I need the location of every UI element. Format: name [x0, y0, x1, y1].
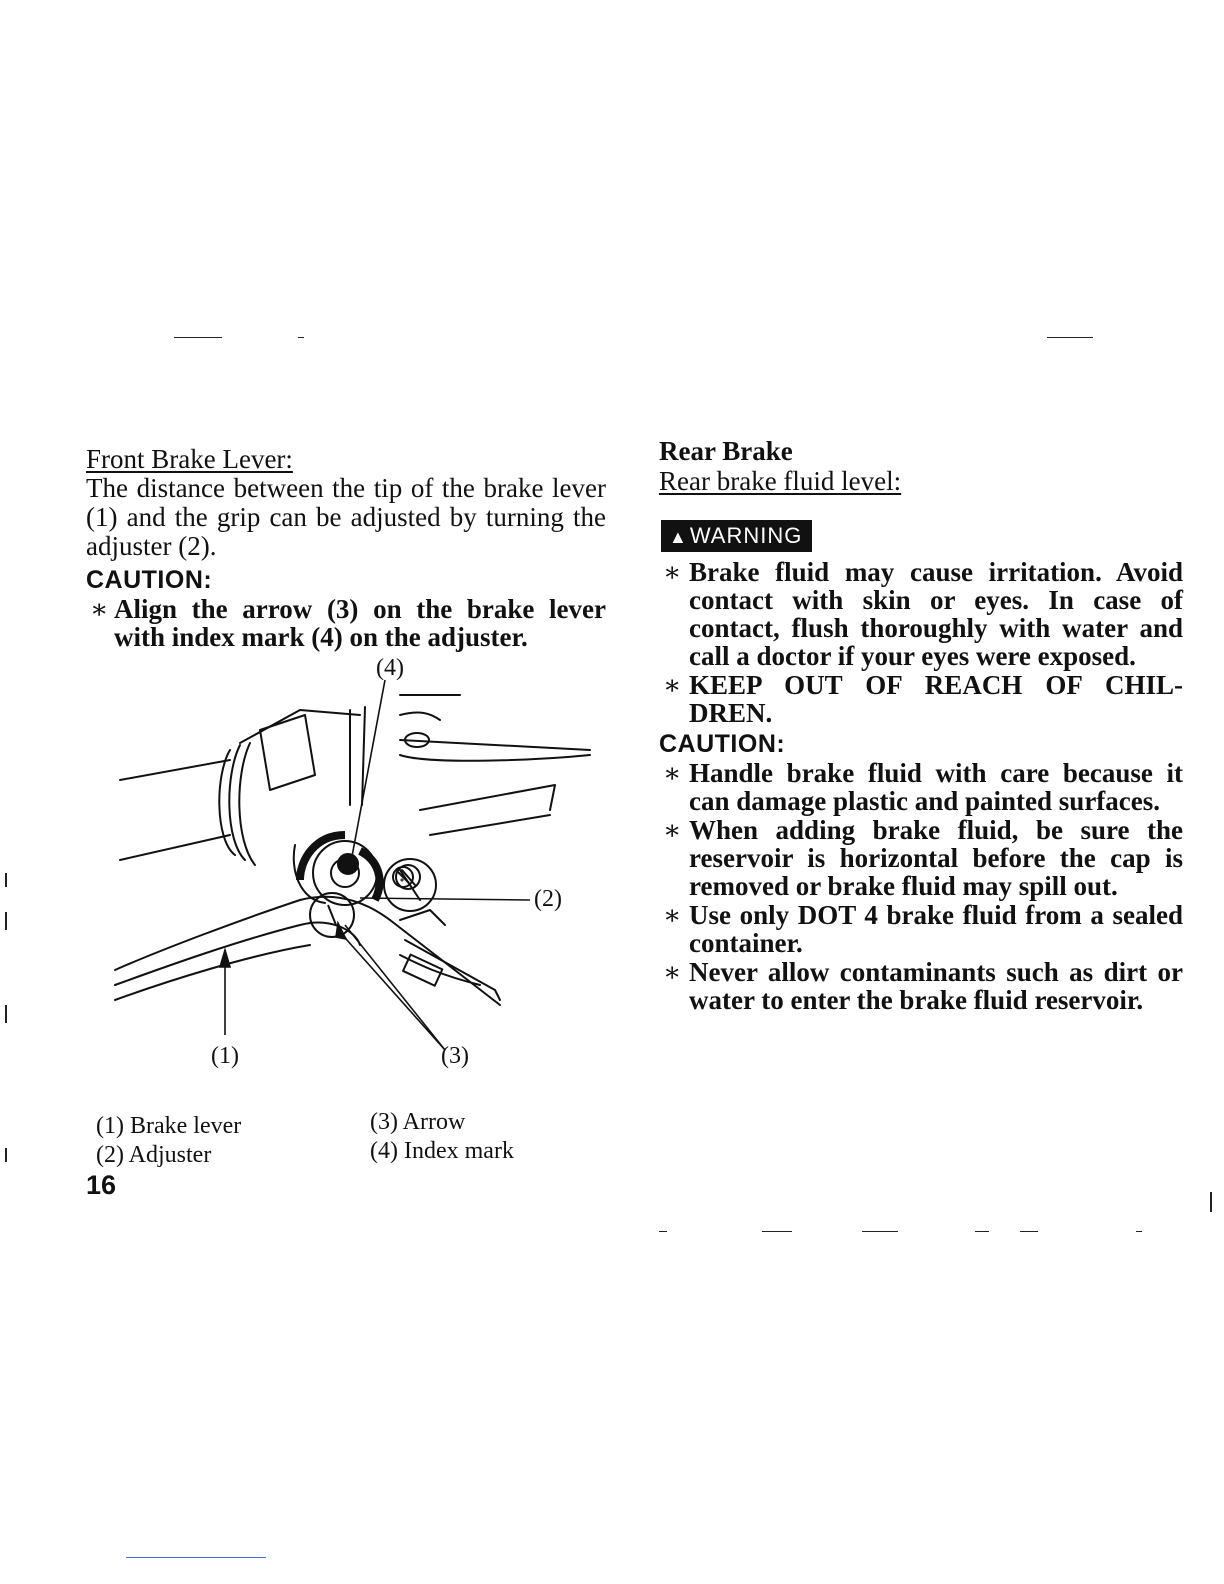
page-number: 16	[86, 1170, 117, 1200]
caution-bullet-text: Never allow contaminants such as dirt or water to enter the brake fluid reservoir.	[689, 957, 1183, 1015]
brake-lever-illustration	[100, 655, 600, 1075]
caution-bullet: ∗ Handle brake fluid with care because it can damage plastic and painted surfaces.	[663, 758, 1183, 816]
scan-mark	[1047, 337, 1093, 338]
legend-item-1: (1) Brake lever	[96, 1113, 242, 1139]
caution-bullet: ∗ Use only DOT 4 brake fluid from a sealed container.	[663, 900, 1183, 958]
scan-mark	[5, 912, 7, 930]
warning-triangle-icon: ▲	[669, 527, 688, 547]
scan-mark	[5, 873, 7, 887]
scan-mark	[975, 1231, 989, 1232]
scan-mark	[659, 1231, 667, 1232]
caution-bullet-text: When adding brake fluid, be sure the reservoir is horizontal before the cap is removed or brake fluid may spill out.	[689, 815, 1183, 901]
front-brake-lever-heading: Front Brake Lever:	[86, 444, 293, 474]
scan-mark	[126, 1557, 266, 1558]
scan-mark	[1136, 1231, 1142, 1232]
warning-bullet-text: KEEP OUT OF REACH OF CHIL-DREN.	[689, 670, 1183, 728]
brake-lever-drawing	[100, 655, 600, 1075]
callout-3: (3)	[441, 1043, 469, 1069]
callout-4: (4)	[376, 655, 404, 681]
caution-label: CAUTION:	[659, 730, 786, 758]
left-column	[86, 444, 606, 651]
legend-item-2: (2) Adjuster	[96, 1142, 212, 1168]
caution-label: CAUTION:	[86, 566, 213, 594]
callout-2: (2)	[534, 886, 562, 912]
legend-item-4: (4) Index mark	[370, 1138, 514, 1164]
scan-mark	[174, 337, 222, 338]
scan-mark	[762, 1231, 792, 1232]
warning-badge	[661, 520, 812, 552]
right-column	[659, 436, 1183, 1015]
warning-bullet-text: Brake fluid may cause irritation. Avoid contact with skin or eyes. In case of contact, flush thoroughly with water and call a doctor if your eyes were exposed.	[689, 557, 1183, 671]
rear-brake-heading: Rear Brake	[659, 436, 793, 466]
caution-bullet: ∗ When adding brake fluid, be sure the reservoir is horizontal before the cap is removed or brake fluid may spill out.	[663, 815, 1183, 901]
warning-bullet: ∗ KEEP OUT OF REACH OF CHIL-DREN.	[663, 670, 1183, 728]
scan-mark	[1020, 1231, 1038, 1232]
adjustment-paragraph: The distance between the tip of the brake lever (1) and the grip can be adjusted by turning the adjuster (2).	[86, 473, 606, 561]
scan-mark	[5, 1148, 7, 1162]
caution-bullet: ∗ Align the arrow (3) on the brake lever with index mark (4) on the adjuster.	[90, 594, 606, 652]
caution-bullet-text: Handle brake fluid with care because it can damage plastic and painted surfaces.	[689, 758, 1183, 816]
warning-label: WARNING	[689, 523, 803, 548]
caution-bullet-text: Align the arrow (3) on the brake lever with index mark (4) on the adjuster.	[114, 594, 606, 652]
warning-bullet: ∗ Brake fluid may cause irritation. Avoid contact with skin or eyes. In case of contact, flush thoroughly with water and call a doctor if your eyes were exposed.	[663, 557, 1183, 671]
scan-mark	[862, 1231, 898, 1232]
caution-bullet-text: Use only DOT 4 brake fluid from a sealed container.	[689, 900, 1183, 958]
rear-brake-fluid-level-heading: Rear brake fluid level:	[659, 466, 902, 496]
scan-mark	[5, 1005, 7, 1023]
scan-mark	[298, 337, 304, 338]
scan-mark	[1210, 1192, 1212, 1212]
legend-item-3: (3) Arrow	[370, 1109, 466, 1135]
callout-1: (1)	[211, 1043, 239, 1069]
caution-bullet: ∗ Never allow contaminants such as dirt or water to enter the brake fluid reservoir.	[663, 957, 1183, 1015]
